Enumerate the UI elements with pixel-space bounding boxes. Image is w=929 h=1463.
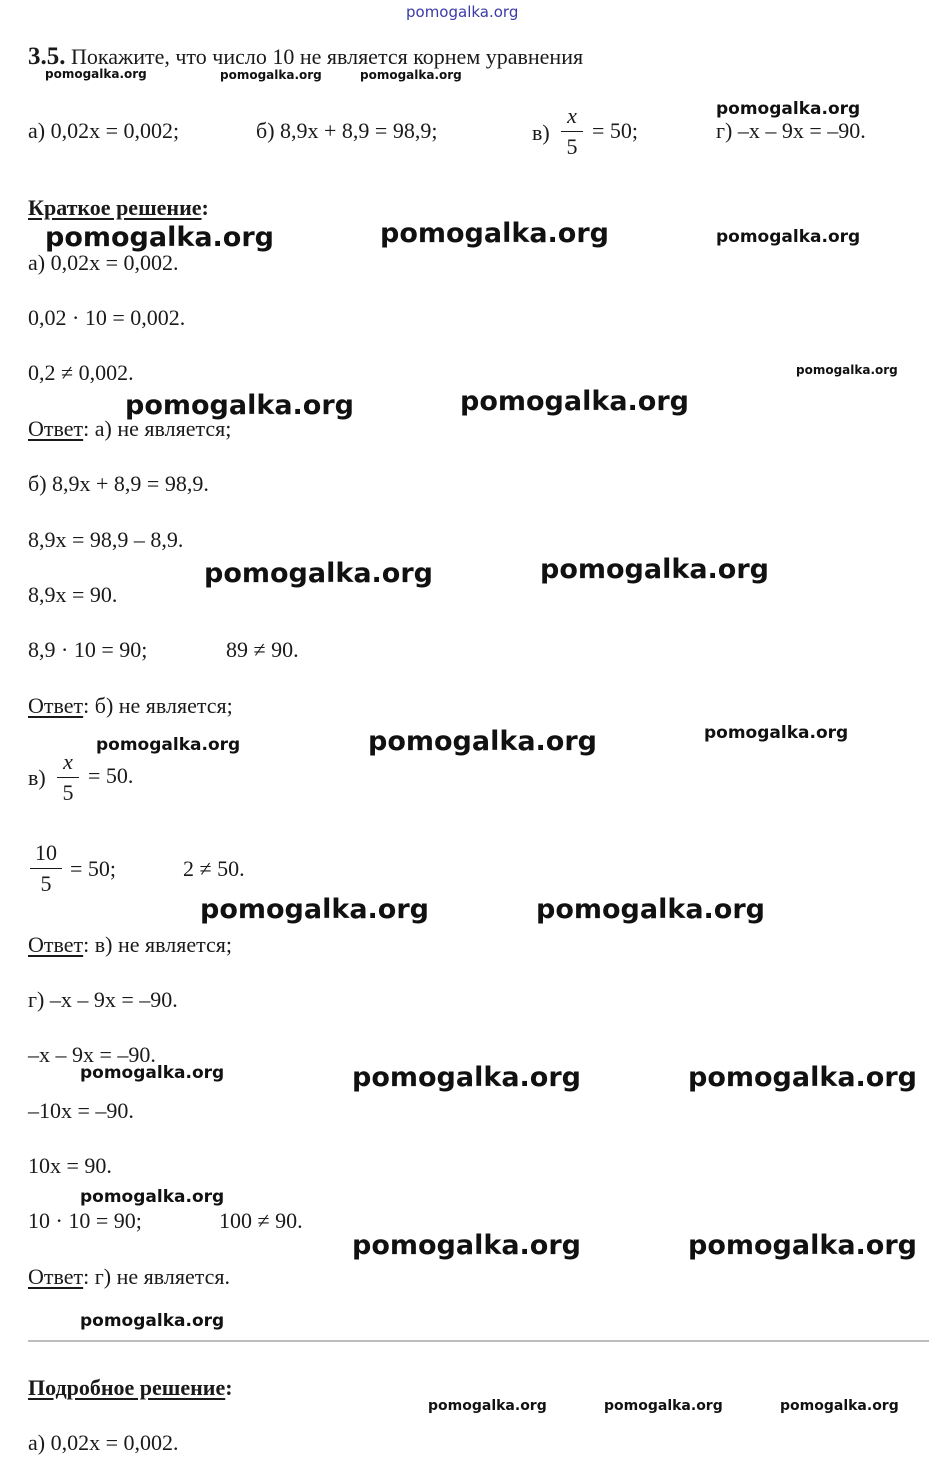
short-answer-g — [28, 1264, 230, 1290]
short-b-line-3: 8,9x = 90. — [28, 582, 118, 607]
short-v2-rest: = 50; — [70, 856, 117, 881]
watermark: pomogalka.org — [360, 68, 462, 82]
answer-text: : б) не является; — [83, 693, 233, 718]
watermark: pomogalka.org — [380, 218, 609, 249]
fraction-denominator: 5 — [566, 134, 578, 159]
answer-text: : а) не является; — [83, 416, 232, 441]
short-g-line-4: 10x = 90. — [28, 1153, 112, 1178]
short-answer-v — [28, 932, 232, 958]
answer-text: : в) не является; — [83, 932, 232, 957]
short-answer-a — [28, 416, 231, 442]
watermark: pomogalka.org — [688, 1062, 917, 1093]
short-v-prefix: в) — [28, 765, 46, 790]
watermark: pomogalka.org — [125, 390, 354, 421]
watermark: pomogalka.org — [460, 386, 689, 417]
equation-a: а) 0,02x = 0,002; — [28, 118, 180, 143]
equation-v-rest: = 50; — [592, 118, 639, 143]
detailed-solution-title: Подробное решение — [28, 1375, 226, 1400]
watermark: pomogalka.org — [80, 1311, 225, 1331]
short-a-line-2: 0,02 · 10 = 0,002. — [28, 305, 186, 330]
fraction-numerator: 10 — [35, 840, 57, 865]
answer-label: Ответ — [28, 1264, 84, 1289]
answer-text: : г) не является. — [83, 1264, 230, 1289]
short-g-line-3: –10x = –90. — [28, 1098, 134, 1123]
fraction-bar — [57, 777, 79, 778]
equation-b: б) 8,9x + 8,9 = 98,9; — [256, 118, 438, 143]
equation-v-fraction — [561, 104, 583, 159]
short-g-line-1: г) –x – 9x = –90. — [28, 987, 178, 1012]
short-b-line-1: б) 8,9x + 8,9 = 98,9. — [28, 471, 209, 496]
watermark: pomogalka.org — [796, 363, 898, 377]
watermark: pomogalka.org — [80, 1063, 225, 1083]
watermark: pomogalka.org — [96, 735, 241, 755]
short-g-inequality: 100 ≠ 90. — [219, 1208, 303, 1233]
watermark: pomogalka.org — [45, 67, 147, 81]
fraction-bar — [30, 868, 62, 869]
fraction-numerator: x — [567, 103, 577, 128]
short-answer-b — [28, 693, 233, 719]
watermark: pomogalka.org — [352, 1062, 581, 1093]
short-g-line-2: –x – 9x = –90. — [28, 1042, 156, 1067]
watermark: pomogalka.org — [704, 723, 849, 743]
watermark: pomogalka.org — [80, 1187, 225, 1207]
heading-colon: : — [225, 1375, 233, 1400]
watermark: pomogalka.org — [780, 1398, 899, 1414]
problem-statement: Покажите, что число 10 не является корнем уравнения — [71, 44, 584, 69]
watermark: pomogalka.org — [688, 1230, 917, 1261]
watermark: pomogalka.org — [540, 554, 769, 585]
short-a-line-3: 0,2 ≠ 0,002. — [28, 360, 134, 385]
watermark: pomogalka.org — [220, 68, 322, 82]
short-v2-fraction — [30, 841, 62, 896]
short-b-inequality: 89 ≠ 90. — [226, 637, 299, 662]
site-watermark-top: pomogalka.org — [406, 3, 519, 21]
problem-number: 3.5. — [28, 43, 66, 70]
answer-label: Ответ — [28, 693, 84, 718]
watermark: pomogalka.org — [716, 227, 861, 247]
short-v-rest: = 50. — [88, 763, 134, 788]
watermark: pomogalka.org — [204, 558, 433, 589]
short-v2-inequality: 2 ≠ 50. — [183, 856, 245, 881]
watermark: pomogalka.org — [716, 99, 861, 119]
short-solution-title: Краткое решение — [28, 195, 202, 220]
section-divider — [28, 1340, 929, 1342]
watermark: pomogalka.org — [604, 1398, 723, 1414]
watermark: pomogalka.org — [352, 1230, 581, 1261]
detailed-solution-heading — [28, 1375, 233, 1401]
watermark: pomogalka.org — [368, 726, 597, 757]
equation-v-prefix: в) — [532, 120, 550, 145]
watermark: pomogalka.org — [536, 894, 765, 925]
equation-g: г) –x – 9x = –90. — [716, 118, 866, 143]
fraction-bar — [561, 131, 583, 132]
watermark: pomogalka.org — [428, 1398, 547, 1414]
short-v-fraction — [57, 750, 79, 805]
short-g-line-5: 10 · 10 = 90; — [28, 1208, 142, 1233]
watermark: pomogalka.org — [45, 222, 274, 253]
short-a-line-1: а) 0,02x = 0,002. — [28, 250, 179, 275]
detailed-a-line-1: а) 0,02x = 0,002. — [28, 1430, 179, 1455]
answer-label: Ответ — [28, 416, 84, 441]
short-solution-heading — [28, 195, 209, 221]
fraction-denominator: 5 — [40, 871, 52, 896]
watermark: pomogalka.org — [200, 894, 429, 925]
fraction-numerator: x — [63, 749, 73, 774]
short-b-line-2: 8,9x = 98,9 – 8,9. — [28, 527, 184, 552]
answer-label: Ответ — [28, 932, 84, 957]
short-b-line-4: 8,9 · 10 = 90; — [28, 637, 148, 662]
fraction-denominator: 5 — [62, 780, 74, 805]
heading-colon: : — [201, 195, 209, 220]
